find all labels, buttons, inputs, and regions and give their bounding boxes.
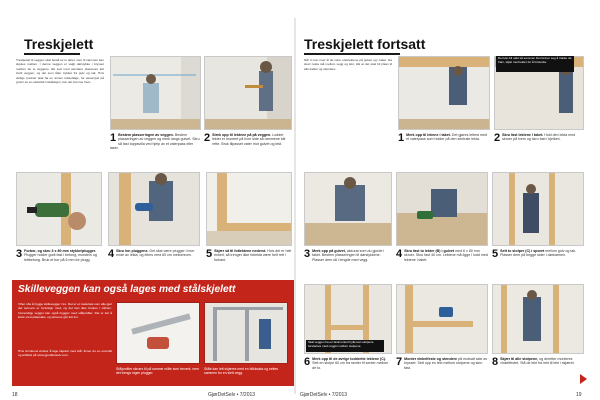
- right-page: [300, 22, 588, 398]
- step-2-photo: [204, 56, 292, 130]
- step-3-photo: [16, 172, 102, 246]
- right-intro-text: Når vi kun nuer til de vann etterlektene på gulvet og i taket. Da skal i lekta stå mellom vegg og lekt, slik at det skal bli plass til alle kabler og stendere.: [304, 58, 392, 71]
- step-4-caption: 4 Skru inn pluggene. Det skal være plugger i hver ende av lekta, og ellers med 60 cm mellomrom.: [108, 249, 195, 260]
- right-step-3-caption: 3 Merk opp på gulvet, akkurat som du gjorde i taket. Bestem plasseringen til dørstykkene. Plasser dem så i lengde med vegg.: [304, 249, 385, 262]
- right-step-4-photo: [396, 172, 488, 246]
- spread-gutter: [294, 18, 296, 394]
- steel-frame-title: Skilleveggen kan også lages med stålskjelett: [18, 284, 236, 295]
- left-page-title: Treskjelett: [24, 36, 94, 52]
- next-page-arrow-icon[interactable]: [580, 374, 587, 384]
- right-step-8-caption: 8 Skjær til alle stolpene, og deretter monteres vinkelfestet. Stå de lekt fra lekt til lekt i skjæret.: [492, 357, 575, 368]
- right-step-5-caption: 5 Sett to stolper (C) i sporet mellom gulv og tak. Plasser dem på begge sider i dørkarmen.: [492, 249, 577, 260]
- step-4-photo: [108, 172, 200, 246]
- right-page-title: Treskjelett fortsatt: [304, 36, 426, 52]
- steel-photo-1: [116, 302, 200, 364]
- step-1-photo: [110, 56, 201, 130]
- right-step-4-caption: 4 Skru fast to lekter (B) i gulvet med 6 x 80 mm skruer. Skru fast 40 cm. Lektene må ligge i lodd med lektene i taket.: [396, 249, 488, 262]
- left-page: [12, 22, 292, 398]
- step-2-caption: 2 Strek opp til lektene på på veggen. Loddet lekter er montert på hver side så rammene blir rette. Bruk tilpasset vater mot gulvet og lekt.: [204, 133, 286, 146]
- steel-intro-text: Viher ofte å bygge skillevegger i tre. Det er et materiale som alle gjør det selv-ere er fortrolige med, og det kan ikke brukes i våtrom. Innvendige vegger kan også bygges med stålprofiler. Det er lett å kutte med platesaks, og skruene går lett inn.: [18, 302, 112, 320]
- right-step-1-caption: 1 Merk opp til lekene i taket. Det gjøres lettest med et vaterpass som holder på den sentrale lekta.: [398, 133, 488, 144]
- left-page-number: 18: [12, 392, 18, 398]
- right-page-number: 19: [576, 392, 582, 398]
- step-5-photo: [206, 172, 292, 246]
- steel-photo-2: [204, 302, 288, 364]
- title-underline: [304, 53, 400, 55]
- steel-caption-2: Ståle kan lett skjæres med en blikksaks og settes sammen for en slett vegg.: [204, 367, 279, 376]
- step-5-caption: 5 Skjær så til fotlektene nederst. Hvis det er helt enkelt, så trenger ikke fotlekta være helt rett i forkant.: [206, 249, 292, 262]
- right-step-8-photo: [492, 284, 584, 354]
- steel-intro-text-2: Hvis du likevel ønsker å lage skjelett med stål, finner du en oversikt og artikkel på www.gjorddetselv.com.: [18, 349, 112, 358]
- overlay-note: Det kan bli uøkt så sammen Det lønner seg å trekke de fram, skjøt med lekter for å forsterke.: [496, 56, 574, 72]
- left-page-footer: GjørDetSelv • 7/2013: [208, 392, 256, 398]
- step-6-overlay-label: Skal veggen ha en fastmontert hylle kan stolpene forsterkes med noggin mellom stolpene.: [306, 340, 384, 352]
- right-step-5-photo: [492, 172, 584, 246]
- title-underline: [24, 53, 80, 55]
- step-3-caption: 3 Forbor, og skru 3 x 80 mm stykke/plugger. Plugger holder godt fast i betong, murstein og lettbetong. Bruk et bor på 6 mm for plugg.: [16, 249, 97, 262]
- steel-caption-1: Stålprofiler skrues til på samme måte som treverk, men det trengs ingen plugger.: [116, 367, 199, 376]
- right-step-1-photo: [398, 56, 490, 130]
- right-step-7-caption: 7 Monter vinkelfeste og stendere på motsatt side av krysset. Sett opp en lekt mellom stolpene og skru fast.: [396, 357, 488, 370]
- right-step-6-caption: 6 Merk opp til de øvrige loddrette lektene (C). Sett en stolpe 60 cm fra senter til senter mellom de to.: [304, 357, 389, 370]
- step-1-caption: 1 Bestem plasseringen av veggen. Bestem plasseringen av veggen og merk langs gulvet. Skru så fast toppsvilla ved hjelp av et vaterpass eller laser.: [110, 133, 200, 151]
- right-step-2-caption: 2 Skru fast lektene i taket. Hold den lekta med skruer på tvers og skru fast i bjelken.: [494, 133, 576, 144]
- right-step-3-photo: [304, 172, 392, 246]
- right-step-7-photo: [396, 284, 488, 354]
- left-intro-text: Treskjelett til veggen skal bestå av to deler, som til sammen kan skjules mellom. I denne veggen er valgt dørstykke i krysset mellom de to veggene. Ett sett med stendere plasseres tett inntil veggen, og det som tåler trykket fra gulv og tak. Hvis viktige punkter skal ha en annen rekkefølge, for eksempel på grunn av en elektrisk installasjon, bør det komme fram.: [16, 58, 104, 85]
- right-page-footer: GjørDetSelv • 7/2013: [300, 392, 348, 398]
